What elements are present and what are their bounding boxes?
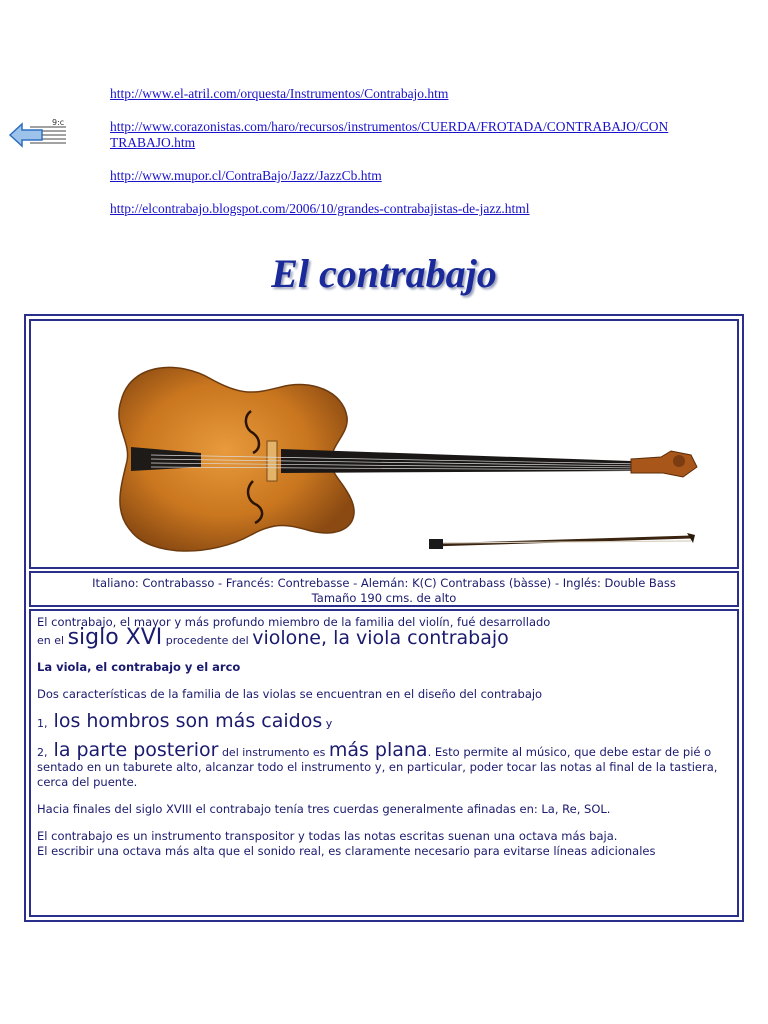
- link-elcontrabajo-blog[interactable]: http://elcontrabajo.blogspot.com/2006/10/grandes-contrabajistas-de-jazz.html: [110, 201, 530, 216]
- back-arrow-icon[interactable]: [8, 118, 70, 152]
- feature-1-text: los hombros son más caidos: [47, 710, 323, 732]
- instrument-image-cell: [29, 319, 739, 569]
- description-text: [29, 609, 739, 917]
- link-corazonistas[interactable]: http://www.corazonistas.com/haro/recursos/instrumentos/CUERDA/FROTADA/CONTRABAJO/CONTRABAJO.htm: [110, 119, 669, 150]
- feature-2-text-a: la parte posterior: [47, 739, 219, 761]
- page-title: El contrabajo: [271, 251, 497, 296]
- intro-paragraph: El contrabajo, el mayor y más profundo miembro de la familia del violín, fué desarrollado: [37, 615, 551, 629]
- feature-1-number: 1,: [37, 717, 48, 730]
- feature-2-text-b: del instrumento es: [218, 746, 329, 759]
- feature-1-end: y: [322, 717, 333, 730]
- features-intro: Dos características de la familia de las violas se encuentran en el diseño del contrabajo: [37, 687, 543, 701]
- instrument-caption: [29, 571, 739, 607]
- origin-text-c: procedente del: [162, 634, 253, 647]
- origin-paragraph: [37, 625, 731, 650]
- link-mupor[interactable]: http://www.mupor.cl/ContraBajo/Jazz/JazzCb.htm: [110, 168, 382, 183]
- link-el-atril[interactable]: http://www.el-atril.com/orquesta/Instrumentos/Contrabajo.htm: [110, 86, 449, 101]
- caption-size: Tamaño 190 cms. de alto: [311, 591, 457, 605]
- origin-century: siglo XVI: [67, 625, 163, 650]
- feature-2: [37, 739, 731, 790]
- feature-2-text-d: . Esto permite al músico, que debe estar de pié o sentado en un taburete alto, alcanzar todo el instrumento y, en particular, poder tocar las notas al final de la tastiera, cerca del puente.: [37, 745, 718, 789]
- feature-2-text-c: más plana: [328, 739, 428, 761]
- origin-text-a: en el: [37, 634, 68, 647]
- feature-2-number: 2,: [37, 746, 48, 759]
- section-heading: La viola, el contrabajo y el arco: [37, 660, 241, 674]
- reference-links: [110, 86, 670, 234]
- double-bass-image: [31, 321, 737, 567]
- svg-text:9:c: 9:c: [52, 118, 65, 127]
- octave-paragraph: El escribir una octava más alta que el sonido real, es claramente necesario para evitarse líneas adicionales: [37, 844, 656, 858]
- origin-instrument: violone, la viola contrabajo: [252, 627, 509, 649]
- feature-1: [37, 710, 731, 732]
- content-frame: [24, 314, 744, 922]
- strings-paragraph: Hacia finales del siglo XVIII el contrabajo tenía tres cuerdas generalmente afinadas en: La, Re, SOL.: [37, 802, 611, 816]
- caption-names: Italiano: Contrabasso - Francés: Contrebasse - Alemán: K(C) Contrabass (bàsse) - Inglés: Double Bass: [92, 576, 676, 590]
- transposing-paragraph: El contrabajo es un instrumento transpositor y todas las notas escritas suenan una octava más baja.: [37, 829, 618, 843]
